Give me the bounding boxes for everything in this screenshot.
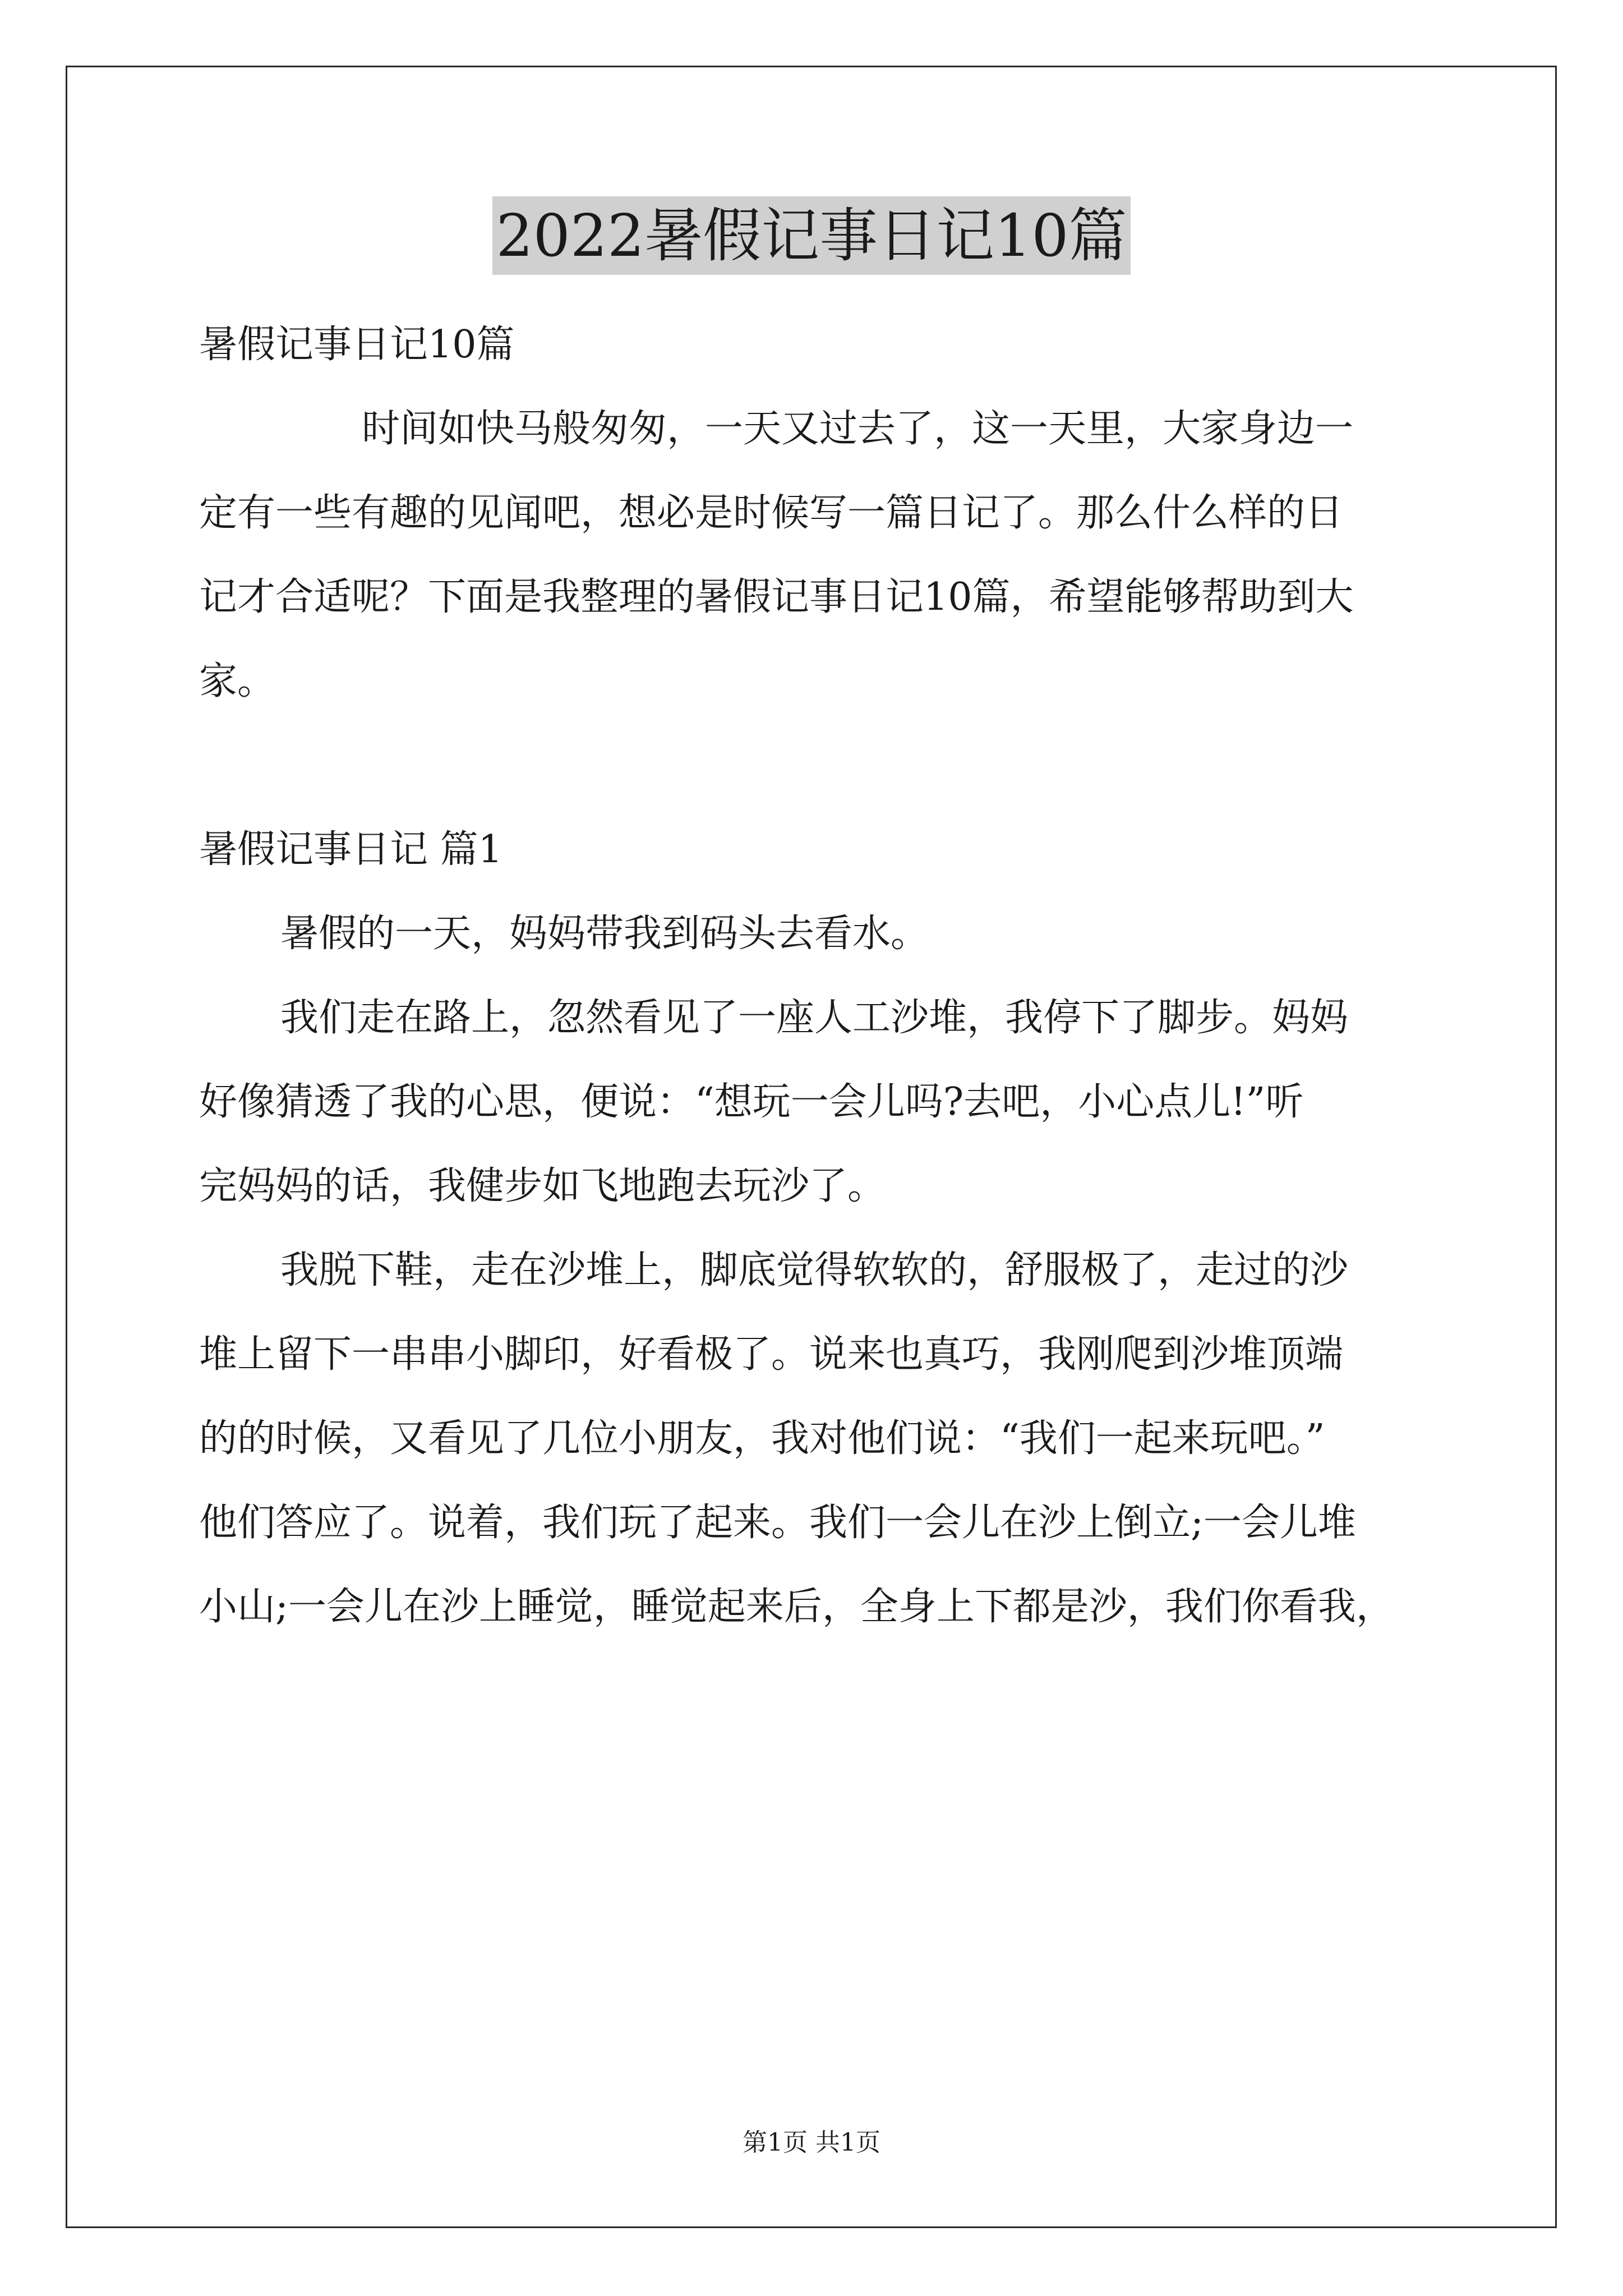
paragraph-2 (199, 976, 1427, 1228)
text-line: 小山;一会儿在沙上睡觉，睡觉起来后，全身上下都是沙，我们你看我， (199, 1585, 1394, 1629)
text-line: 家。 (199, 659, 276, 703)
text-line: 时间如快马般匆匆，一天又过去了，这一天里，大家身边一 (362, 407, 1354, 451)
document-title: 2022暑假记事日记10篇 (492, 196, 1130, 275)
section-heading: 暑假记事日记 篇1 (199, 827, 502, 872)
document-heading: 暑假记事日记10篇 (199, 323, 515, 367)
paragraph-1 (199, 892, 1427, 976)
text-line: 好像猜透了我的心思，便说：“想玩一会儿吗?去吧，小心点儿!”听 (199, 1080, 1304, 1124)
document-body (199, 303, 1427, 1649)
paragraph-gap (199, 724, 1427, 808)
text-line: 的的时候，又看见了几位小朋友，我对他们说：“我们一起来玩吧。” (199, 1416, 1325, 1461)
text-line: 堆上留下一串串小脚印，好看极了。说来也真巧，我刚爬到沙堆顶端 (199, 1332, 1344, 1377)
text-line: 完妈妈的话，我健步如飞地跑去玩沙了。 (199, 1164, 886, 1208)
text-line: 记才合适呢？下面是我整理的暑假记事日记10篇，希望能够帮助到大 (199, 575, 1354, 619)
text-line: 我们走在路上，忽然看见了一座人工沙堆，我停下了脚步。妈妈 (280, 996, 1349, 1040)
paragraph-3 (199, 1228, 1427, 1649)
page-footer: 第1页 共1页 (743, 2128, 880, 2157)
intro-paragraph (199, 387, 1427, 724)
text-line: 我脱下鞋，走在沙堆上，脚底觉得软软的，舒服极了，走过的沙 (280, 1248, 1349, 1292)
text-line: 暑假的一天，妈妈带我到码头去看水。 (280, 912, 929, 956)
title-container (0, 196, 1623, 275)
text-line: 他们答应了。说着，我们玩了起来。我们一会儿在沙上倒立;一会儿堆 (199, 1501, 1356, 1545)
text-line: 定有一些有趣的见闻吧，想必是时候写一篇日记了。那么什么样的日 (199, 491, 1344, 535)
